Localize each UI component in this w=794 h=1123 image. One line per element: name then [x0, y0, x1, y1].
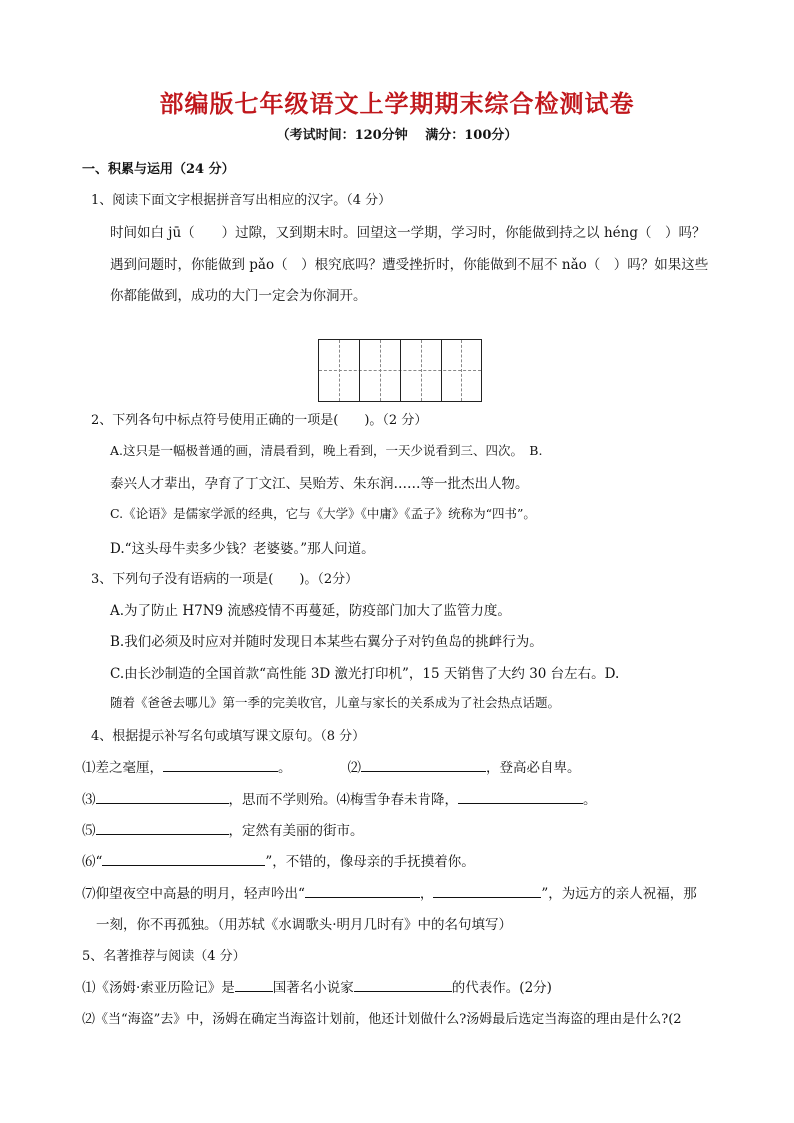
fill-blank[interactable]: [305, 883, 420, 898]
question-3-option-d: 随着《爸爸去哪儿》第一季的完美收官，儿童与家长的关系成为了社会热点话题。: [110, 695, 561, 710]
recitation-line-1: [82, 756, 581, 776]
grid-column-line: [441, 340, 442, 401]
text: 国著名小说家: [272, 980, 354, 996]
text: ⑴差之毫厘，: [82, 760, 163, 776]
text: ⑺仰望夜空中高悬的明月，轻声吟出“: [82, 886, 305, 902]
text: ”，为远方的亲人祝福，那: [541, 886, 697, 902]
novel-question-2: ⑵《当“海盗”去》中，汤姆在确定当海盗计划前，他还计划做什么?汤姆最后选定当海盗的理由是什么?(2: [82, 1012, 682, 1027]
question-2-option-d: D.“这头母牛卖多少钱？老婆婆。”那人问道。: [110, 541, 375, 557]
grid-dash-line: [380, 340, 381, 401]
question-2-option-b: 泰兴人才辈出，孕育了丁文江、吴贻芳、朱东润……等一批杰出人物。: [110, 476, 529, 492]
text: ⑹“: [82, 854, 103, 870]
fill-blank[interactable]: [163, 757, 278, 772]
question-1-line: 你都能做到，成功的大门一定会为你洞开。: [110, 288, 367, 304]
text: ，登高必自卑。: [486, 760, 581, 776]
fill-blank[interactable]: [96, 820, 229, 835]
question-2-option-a: A.这只是一幅极普通的画，清晨看到，晚上看到，一天少说看到三、四次。 B.: [110, 443, 543, 458]
question-1-line: 时间如白 jū（ ）过隙，又到期末时。回望这一学期，学习时，你能做到持之以 héng（ ）吗？: [110, 225, 706, 241]
grid-dash-line: [421, 340, 422, 401]
recitation-line-6: 一刻，你不再孤独。（用苏轼《水调歌头·明月几时有》中的名句填写）: [96, 917, 513, 933]
text: ，: [419, 886, 434, 902]
question-4-stem: 4、根据提示补写名句或填写课文原句。（8 分）: [91, 729, 366, 744]
question-1-line: 遇到问题时，你能做到 pǎo（ ）根究底吗？遭受挫折时，你能做到不屈不 nǎo（ ）吗？如果这些: [110, 257, 709, 273]
recitation-line-5: [82, 882, 697, 902]
recitation-line-2: [82, 788, 597, 808]
grid-column-line: [359, 340, 360, 401]
exam-subtitle: （考试时间：120分钟 满分：100分）: [276, 128, 518, 143]
text: ⑸: [82, 823, 96, 839]
fill-blank[interactable]: [433, 883, 541, 898]
exam-title: 部编版七年级语文上学期期末综合检测试卷: [159, 90, 635, 118]
recitation-line-4: [82, 850, 475, 870]
question-2-stem: 2、下列各句中标点符号使用正确的一项是( )。（2 分）: [91, 413, 428, 428]
question-3-option-b: B.我们必须及时应对并随时发现日本某些右翼分子对钓鱼岛的挑衅行为。: [110, 634, 543, 650]
text: ，思而不学则殆。⑷梅雪争春未肯降，: [228, 792, 458, 808]
section-heading: 一、积累与运用（24 分）: [82, 162, 235, 177]
text: ”，不错的，像母亲的手抚摸着你。: [265, 854, 475, 870]
question-3-option-a: A.为了防止 H7N9 流感疫情不再蔓延，防疫部门加大了监管力度。: [110, 603, 511, 619]
grid-dash-line: [461, 340, 462, 401]
question-2-option-c: C.《论语》是儒家学派的经典，它与《大学》《中庸》《孟子》统称为“四书”。: [110, 506, 536, 521]
text: 。: [583, 792, 597, 808]
question-1-stem: 1、阅读下面文字根据拼音写出相应的汉字。（4 分）: [91, 193, 392, 208]
grid-column-line: [400, 340, 401, 401]
text: ⑴《汤姆·索亚历险记》是: [82, 980, 235, 996]
recitation-line-3: [82, 819, 364, 839]
text: 的代表作。(2分): [451, 980, 552, 996]
novel-question-1: [82, 976, 552, 996]
fill-blank[interactable]: [102, 851, 265, 866]
text: ⑵: [347, 760, 361, 776]
fill-blank[interactable]: [361, 757, 486, 772]
question-3-stem: 3、下列句子没有语病的一项是( )。（2分）: [91, 572, 359, 587]
text: ⑶: [82, 792, 96, 808]
fill-blank[interactable]: [458, 789, 583, 804]
answer-grid[interactable]: [318, 339, 482, 402]
text: ，定然有美丽的街市。: [228, 823, 364, 839]
grid-dash-line: [339, 340, 340, 401]
question-5-stem: 5、名著推荐与阅读（4 分）: [82, 949, 246, 964]
fill-blank[interactable]: [235, 977, 273, 992]
question-3-option-c: C.由长沙制造的全国首款“高性能 3D 激光打印机”，15 天销售了大约 30 台左右。D.: [110, 666, 620, 682]
fill-blank[interactable]: [354, 977, 452, 992]
text: 。: [278, 760, 292, 776]
fill-blank[interactable]: [96, 789, 229, 804]
